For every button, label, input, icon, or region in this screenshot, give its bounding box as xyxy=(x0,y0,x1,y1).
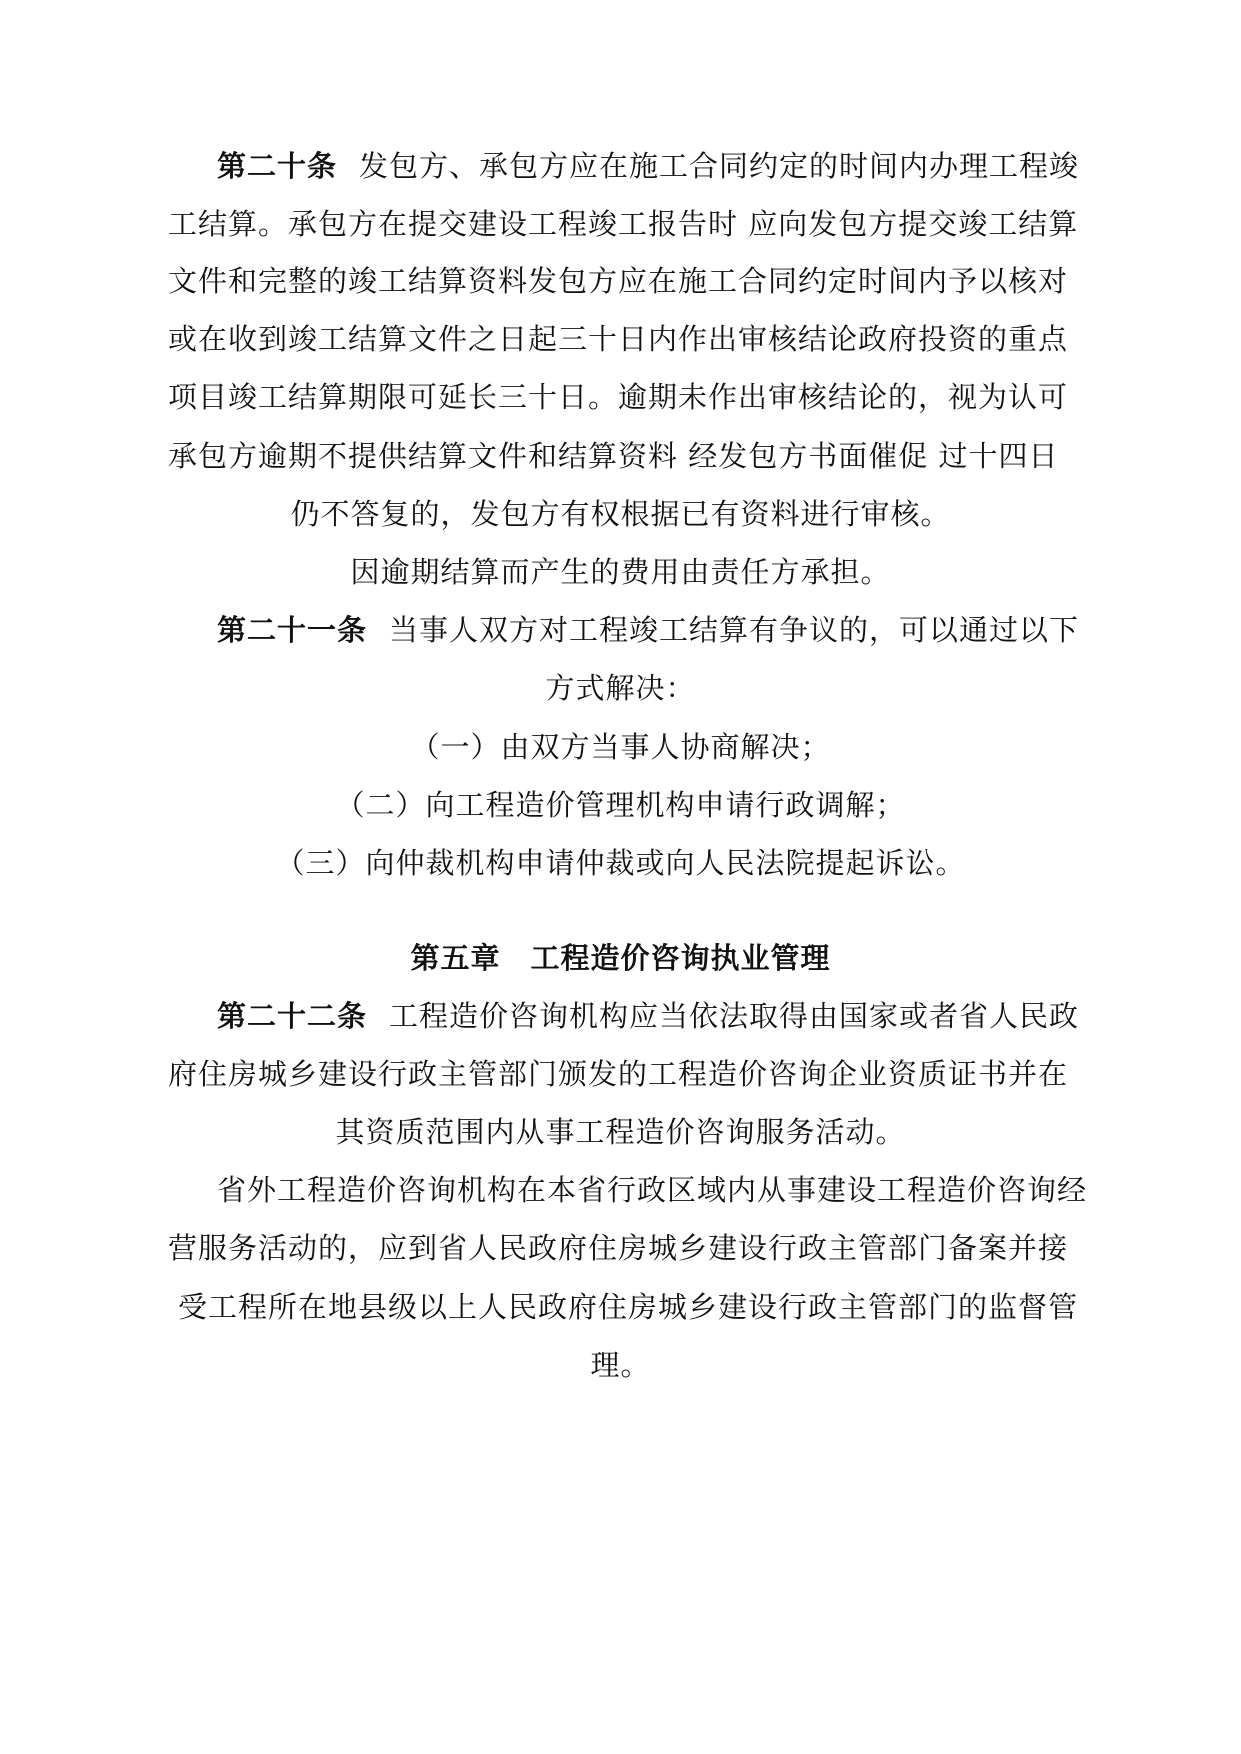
article-21-label: 第二十一条 xyxy=(217,613,368,647)
article-20-line-5: 项目竣工结算期限可延长三十日。逾期未作出审核结论的，视为认可 xyxy=(168,380,1069,414)
article-20-paragraph-2: 因逾期结算而产生的费用由责任方承担。 xyxy=(350,555,891,589)
article-20-line-3: 文件和完整的竣工结算资料发包方应在施工合同约定时间内予以核对 xyxy=(168,264,1069,298)
article-20-text-1: 发包方、承包方应在施工合同约定的时间内办理工程竣 xyxy=(359,149,1080,183)
article-20-line-4: 或在收到竣工结算文件之日起三十日内作出审核结论政府投资的重点 xyxy=(168,322,1069,356)
article-22-text-1: 工程造价咨询机构应当依法取得由国家或者省人民政 xyxy=(389,999,1080,1033)
article-21-item-3: （三）向仲裁机构申请仲裁或向人民法院提起诉讼。 xyxy=(275,846,966,880)
article-20-line-7: 仍不答复的，发包方有权根据已有资料进行审核。 xyxy=(290,497,951,531)
article-22-paragraph-2-line-2: 营服务活动的，应到省人民政府住房城乡建设行政主管部门备案并接 xyxy=(168,1231,1069,1265)
article-22-paragraph-2-line-3: 受工程所在地县级以上人民政府住房城乡建设行政主管部门的监督管 xyxy=(178,1290,1079,1324)
article-22-paragraph-2-line-4: 理。 xyxy=(590,1348,651,1382)
article-22-line-1 xyxy=(217,996,1079,1036)
article-20-line-1 xyxy=(217,146,1079,186)
article-21-text-1: 当事人双方对工程竣工结算有争议的，可以通过以下 xyxy=(389,613,1080,647)
article-22-line-2: 府住房城乡建设行政主管部门颁发的工程造价咨询企业资质证书并在 xyxy=(168,1057,1069,1091)
article-22-line-3: 其资质范围内从事工程造价咨询服务活动。 xyxy=(335,1115,906,1149)
article-21-item-1: （一）由双方当事人协商解决； xyxy=(410,730,831,764)
article-20-label: 第二十条 xyxy=(217,149,338,183)
article-21-line-1 xyxy=(217,610,1079,650)
article-21-line-2: 方式解决： xyxy=(545,671,696,705)
chapter-5-title: 第五章 工程造价咨询执业管理 xyxy=(410,941,831,975)
article-20-line-2: 工结算。承包方在提交建设工程竣工报告时 应向发包方提交竣工结算 xyxy=(168,207,1079,241)
article-22-paragraph-2-line-1: 省外工程造价咨询机构在本省行政区域内从事建设工程造价咨询经 xyxy=(217,1173,1088,1207)
article-22-label: 第二十二条 xyxy=(217,999,368,1033)
article-21-item-2: （二）向工程造价管理机构申请行政调解； xyxy=(335,788,906,822)
article-20-line-6: 承包方逾期不提供结算文件和结算资料 经发包方书面催促 过十四日 xyxy=(168,439,1059,473)
